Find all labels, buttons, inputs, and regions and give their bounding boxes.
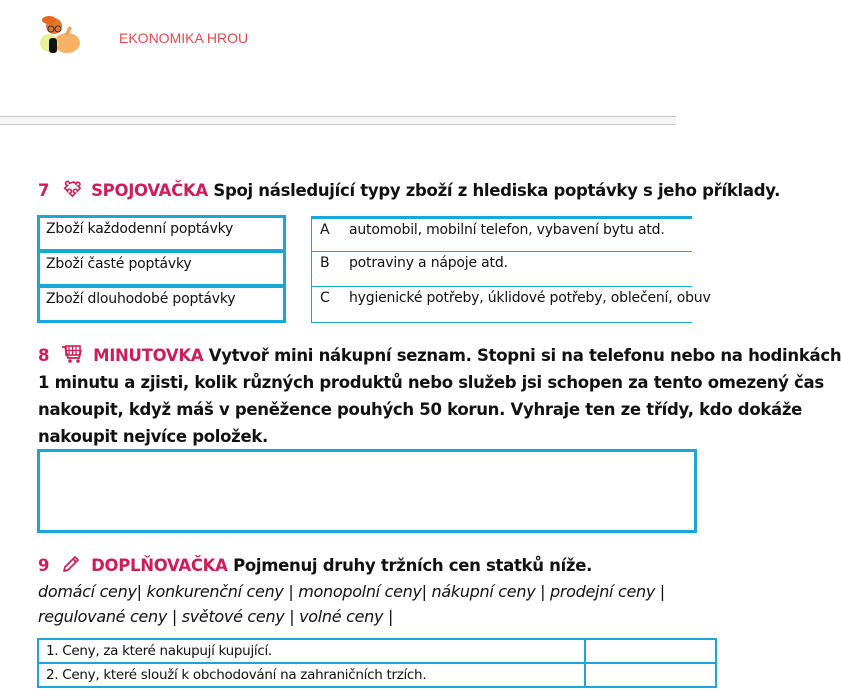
example-letter: A [320, 222, 330, 238]
section-keyword: SPOJOVAČKA [91, 181, 208, 200]
price-options-line: domácí ceny| konkurenční ceny | monopolní ceny| nákupní ceny | prodejní ceny | [38, 582, 665, 601]
section-8-text-line: nakoupit nejvíce položek. [38, 427, 268, 446]
demand-type-box[interactable] [37, 250, 286, 287]
demand-type-label: Zboží časté poptávky [46, 256, 192, 272]
section-8-heading [38, 342, 841, 369]
page-header [0, 0, 676, 116]
puzzle-icon [61, 179, 81, 199]
example-text: potraviny a nápoje atd. [349, 255, 508, 271]
section-number: 9 [38, 556, 50, 575]
shopping-cart-icon [61, 344, 83, 364]
section-keyword: MINUTOVKA [93, 346, 204, 365]
question-cell: 1. Ceny, za které nakupují kupující. [38, 639, 585, 663]
example-row[interactable] [312, 216, 692, 251]
example-text: hygienické potřeby, úklidové potřeby, oblečení, obuv [349, 290, 711, 306]
example-text: automobil, mobilní telefon, vybavení bytu atd. [349, 222, 665, 238]
table-row [38, 663, 716, 687]
table-row [38, 639, 716, 663]
demand-type-box[interactable] [37, 285, 286, 323]
shopping-list-answer-box[interactable] [37, 449, 697, 533]
example-letter: C [320, 290, 330, 306]
section-instruction: Vytvoř mini nákupní seznam. Stopni si na telefonu nebo na hodinkách [208, 346, 841, 365]
example-row[interactable] [312, 251, 692, 286]
section-number: 8 [38, 346, 50, 365]
examples-table [311, 216, 711, 323]
section-instruction: Pojmenuj druhy tržních cen statků níže. [233, 556, 593, 575]
section-8-text-line: 1 minutu a zjisti, kolik různých produktů nebo služeb jsi schopen za tento omezený čas [38, 373, 824, 392]
section-keyword: DOPLŇOVAČKA [91, 556, 228, 575]
pencil-icon [61, 554, 81, 574]
answer-cell[interactable] [585, 663, 716, 687]
example-row[interactable] [312, 286, 711, 322]
price-fill-table [37, 638, 717, 688]
answer-cell[interactable] [585, 639, 716, 663]
section-8-text-line: nakoupit, když máš v peněžence pouhých 50 korun. Vyhraje ten ze třídy, kdo dokáže [38, 400, 803, 419]
demand-type-box[interactable] [37, 215, 286, 252]
worksheet [0, 124, 841, 692]
example-letter: B [320, 255, 330, 271]
site-title[interactable]: EKONOMIKA HROU [119, 30, 249, 46]
question-cell: 2. Ceny, které slouží k obchodování na zahraničních trzích. [38, 663, 585, 687]
demand-type-label: Zboží každodenní poptávky [46, 221, 234, 237]
section-7-heading [38, 177, 780, 204]
price-options-line: regulované ceny | světové ceny | volné ceny | [38, 607, 394, 626]
section-9-heading [38, 552, 592, 579]
demand-type-label: Zboží dlouhodobé poptávky [46, 291, 236, 307]
cartoon-character-logo-icon [37, 14, 81, 54]
section-instruction: Spoj následující typy zboží z hlediska poptávky s jeho příklady. [213, 181, 781, 200]
section-number: 7 [38, 181, 50, 200]
